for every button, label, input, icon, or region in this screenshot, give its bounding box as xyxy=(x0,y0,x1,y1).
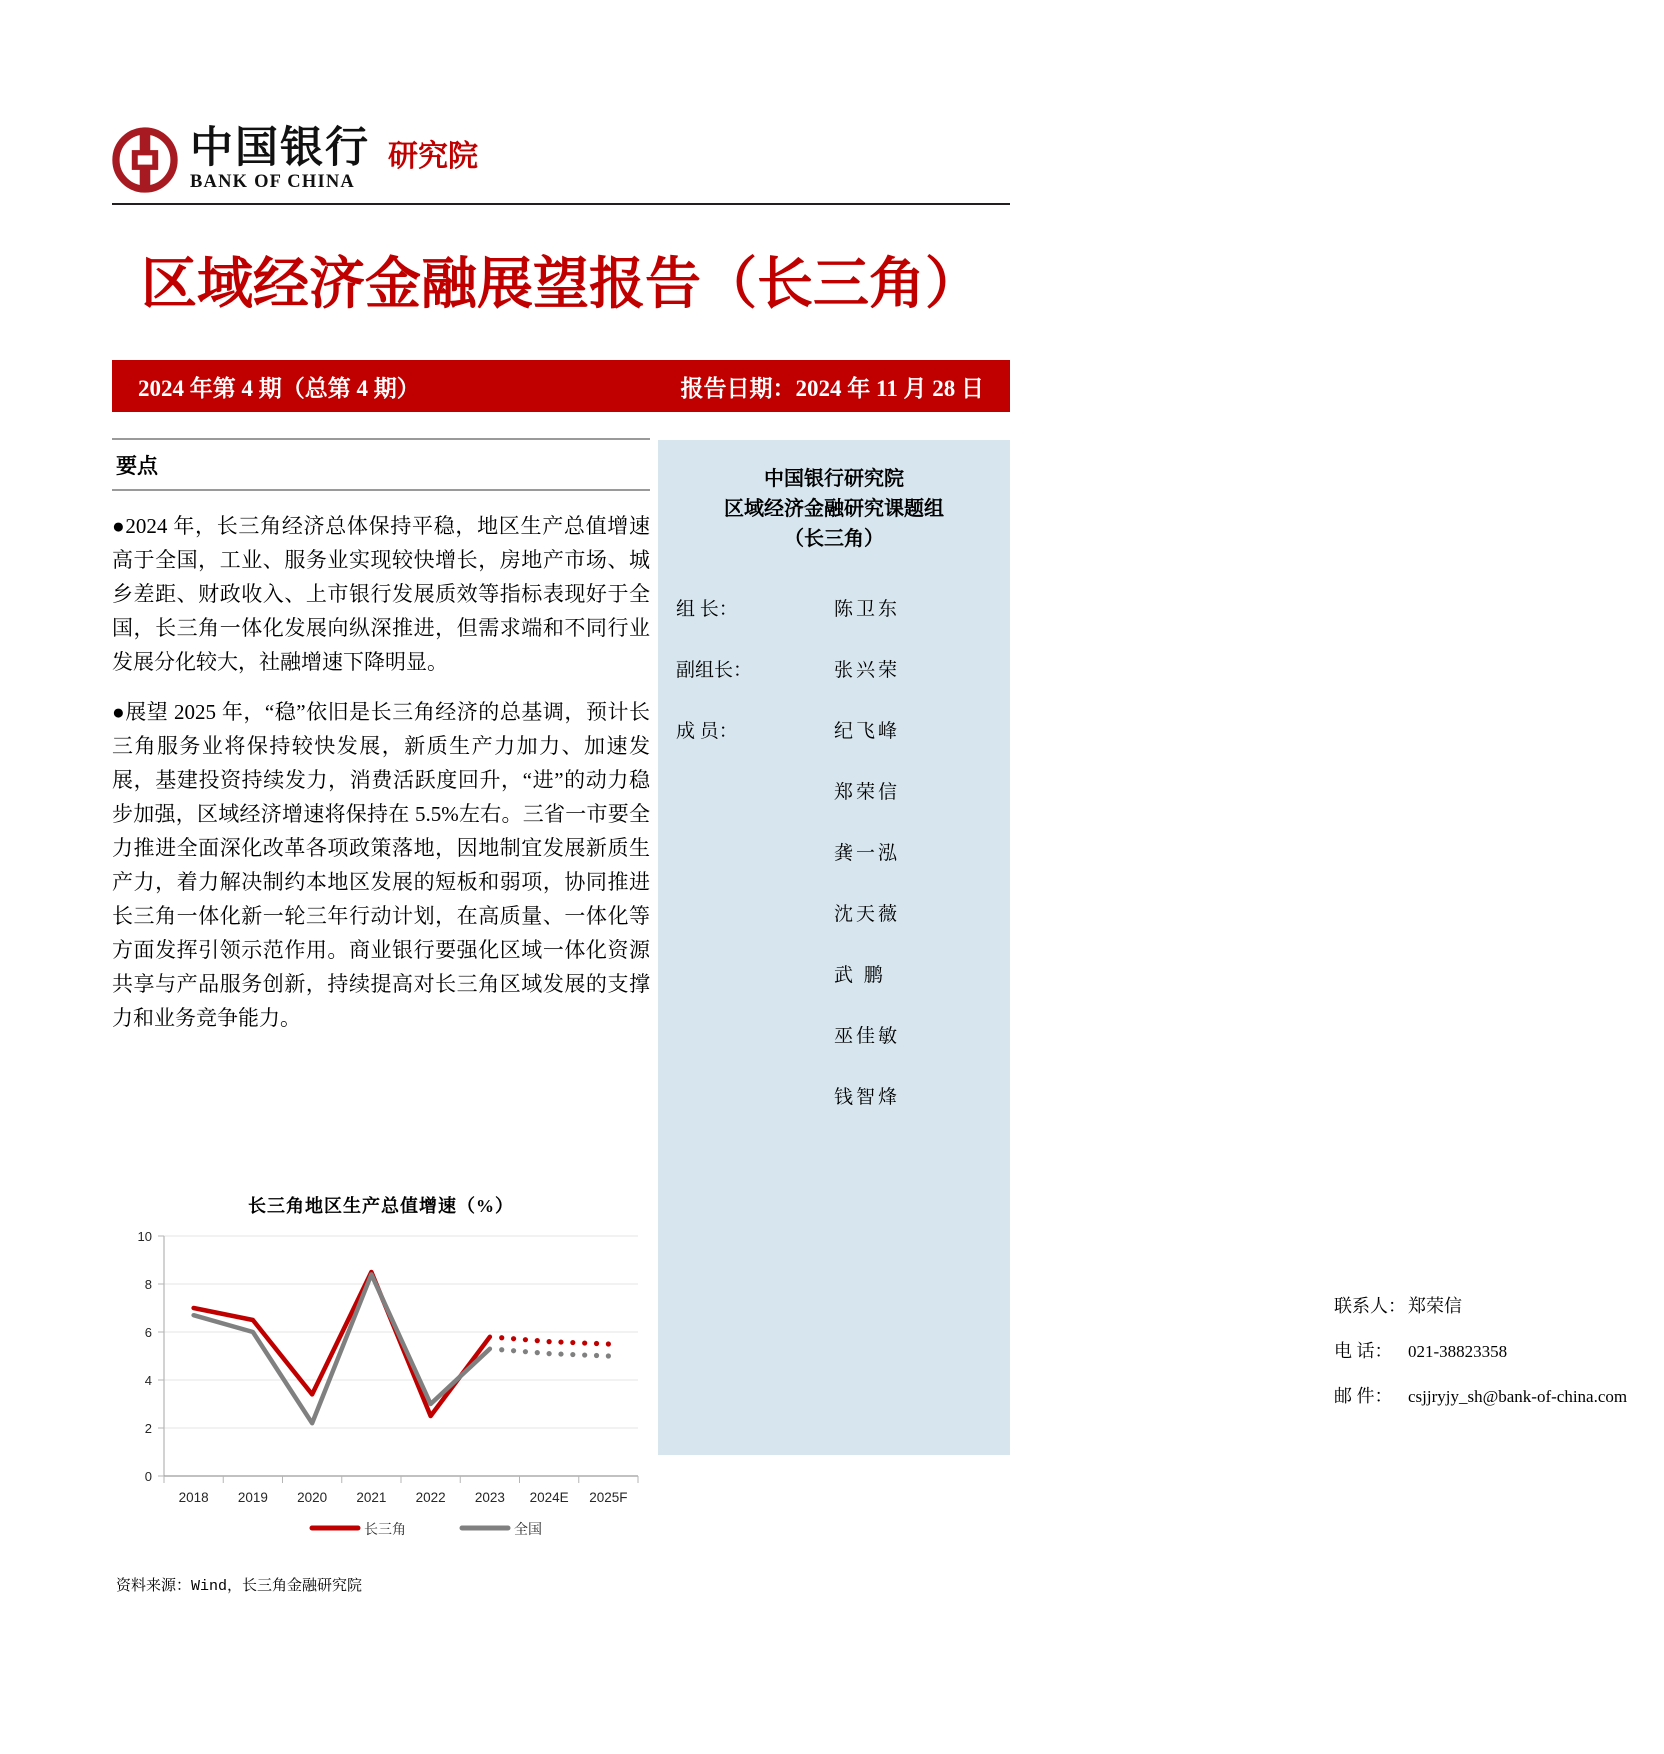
team-heading xyxy=(676,464,992,554)
roster-member-name: 陈卫东 xyxy=(834,599,901,620)
contact-value: 021-38823358 xyxy=(1408,1342,1508,1361)
chart-forecast-dots-全国 xyxy=(499,1347,611,1358)
team-heading-line-2: 区域经济金融研究课题组 xyxy=(724,498,944,520)
roster-row xyxy=(676,594,992,621)
y-axis-tick: 4 xyxy=(144,1373,152,1388)
chart-legend-全国: 全国 xyxy=(514,1523,542,1538)
masthead xyxy=(112,118,1012,202)
y-axis-tick: 10 xyxy=(137,1229,152,1244)
x-axis-tick: 2021 xyxy=(356,1490,387,1505)
roster-row xyxy=(676,960,992,987)
roster-row xyxy=(676,655,992,682)
x-axis-tick: 2018 xyxy=(178,1490,209,1505)
x-axis-tick: 2024E xyxy=(529,1490,569,1505)
chart-line-全国 xyxy=(194,1274,490,1423)
roster-row xyxy=(676,777,992,804)
roster-member-name: 张兴荣 xyxy=(834,660,901,681)
bank-of-china-logo-icon xyxy=(112,127,178,193)
contact-value: csjjryjy_sh@bank-of-china.com xyxy=(1408,1387,1628,1406)
roster-member-name: 纪飞峰 xyxy=(834,721,901,742)
contact-row xyxy=(1334,1382,1664,1408)
institute-name: 研究院 xyxy=(388,140,478,173)
issue-number: 2024 年第 4 期（总第 4 期） xyxy=(138,375,420,401)
bank-name-en: BANK OF CHINA xyxy=(190,172,355,192)
contact-label: 联系人： xyxy=(1334,1296,1406,1316)
bank-name-block xyxy=(190,127,370,193)
contact-row xyxy=(1334,1337,1664,1363)
y-axis-tick: 2 xyxy=(144,1421,152,1436)
contact-row xyxy=(1334,1292,1664,1318)
key-point-paragraph-2: ●展望 2025 年，“稳”依旧是长三角经济的总基调，预计长三角服务业将保持较快发展，新质生产力加力、加速发展，基建投资持续发力，消费活跃度回升，“进”的动力稳步加强，区域经济增速将保持在 5.5%左右。三省一市要全力推进全面深化改革各项政策落地，因地制宜发展新质生产力，着力解决制约本地区发展的短板和弱项，协同推进长三角一体化新一轮三年行动计划，在高质量、一体化等方面发挥引领示范作用。商业银行要强化区域一体化资源共享与产品服务创新，持续提高对长三角区域发展的支撑力和业务竞争能力。 xyxy=(112,700,650,1031)
x-axis-tick: 2019 xyxy=(237,1490,268,1505)
chart-legend-长三角: 长三角 xyxy=(364,1523,406,1538)
chart-canvas xyxy=(112,1228,650,1558)
y-axis-tick: 8 xyxy=(144,1277,152,1292)
roster-row xyxy=(676,899,992,926)
roster-row xyxy=(676,838,992,865)
key-points-section xyxy=(112,438,650,1051)
roster-member-name: 武 鹏 xyxy=(834,965,886,986)
roster-role: 副组长： xyxy=(676,660,753,681)
chart-title: 长三角地区生产总值增速（%） xyxy=(248,1196,514,1216)
bank-name-cn: 中国银行 xyxy=(190,125,370,172)
x-axis-tick: 2022 xyxy=(415,1490,446,1505)
report-date: 报告日期：2024 年 11 月 28 日 xyxy=(680,375,984,401)
contact-label: 邮 件： xyxy=(1334,1386,1393,1406)
roster-member-name: 郑荣信 xyxy=(834,782,901,803)
team-heading-line-3: （长三角） xyxy=(784,528,884,550)
key-points-heading: 要点 xyxy=(116,455,158,478)
issue-banner xyxy=(112,360,1010,412)
page-title: 区域经济金融展望报告（长三角） xyxy=(141,254,981,316)
roster-member-name: 龚一泓 xyxy=(834,843,901,864)
roster-row xyxy=(676,1021,992,1048)
chart-forecast-dots-长三角 xyxy=(499,1335,611,1346)
team-heading-line-1: 中国银行研究院 xyxy=(764,468,904,490)
y-axis-tick: 6 xyxy=(144,1325,152,1340)
header-divider xyxy=(112,203,1010,205)
contact-block xyxy=(1334,1292,1664,1427)
research-team-panel xyxy=(658,440,1628,1455)
roster-member-name: 钱智烽 xyxy=(834,1087,901,1108)
key-points-body xyxy=(112,491,650,1035)
roster-row xyxy=(676,716,992,743)
x-axis-tick: 2025F xyxy=(589,1490,628,1505)
team-roster xyxy=(676,594,992,1109)
roster-role: 组 长： xyxy=(676,599,738,620)
key-point-paragraph-1: ●2024 年，长三角经济总体保持平稳，地区生产总值增速高于全国，工业、服务业实现较快增长，房地产市场、城乡差距、财政收入、上市银行发展质效等指标表现好于全国，长三角一体化发展向纵深推进，但需求端和不同行业发展分化较大，社融增速下降明显。 xyxy=(112,514,650,675)
contact-label: 电 话： xyxy=(1334,1341,1393,1361)
chart-source-note: 资料来源：Wind，长三角金融研究院 xyxy=(116,1578,363,1595)
gdp-growth-chart xyxy=(112,1192,650,1595)
roster-role: 成 员： xyxy=(676,721,738,742)
roster-row xyxy=(676,1082,992,1109)
roster-member-name: 巫佳敏 xyxy=(834,1026,901,1047)
y-axis-tick: 0 xyxy=(144,1469,152,1484)
roster-member-name: 沈天薇 xyxy=(834,904,901,925)
x-axis-tick: 2020 xyxy=(297,1490,328,1505)
contact-value: 郑荣信 xyxy=(1408,1296,1462,1316)
x-axis-tick: 2023 xyxy=(474,1490,505,1505)
